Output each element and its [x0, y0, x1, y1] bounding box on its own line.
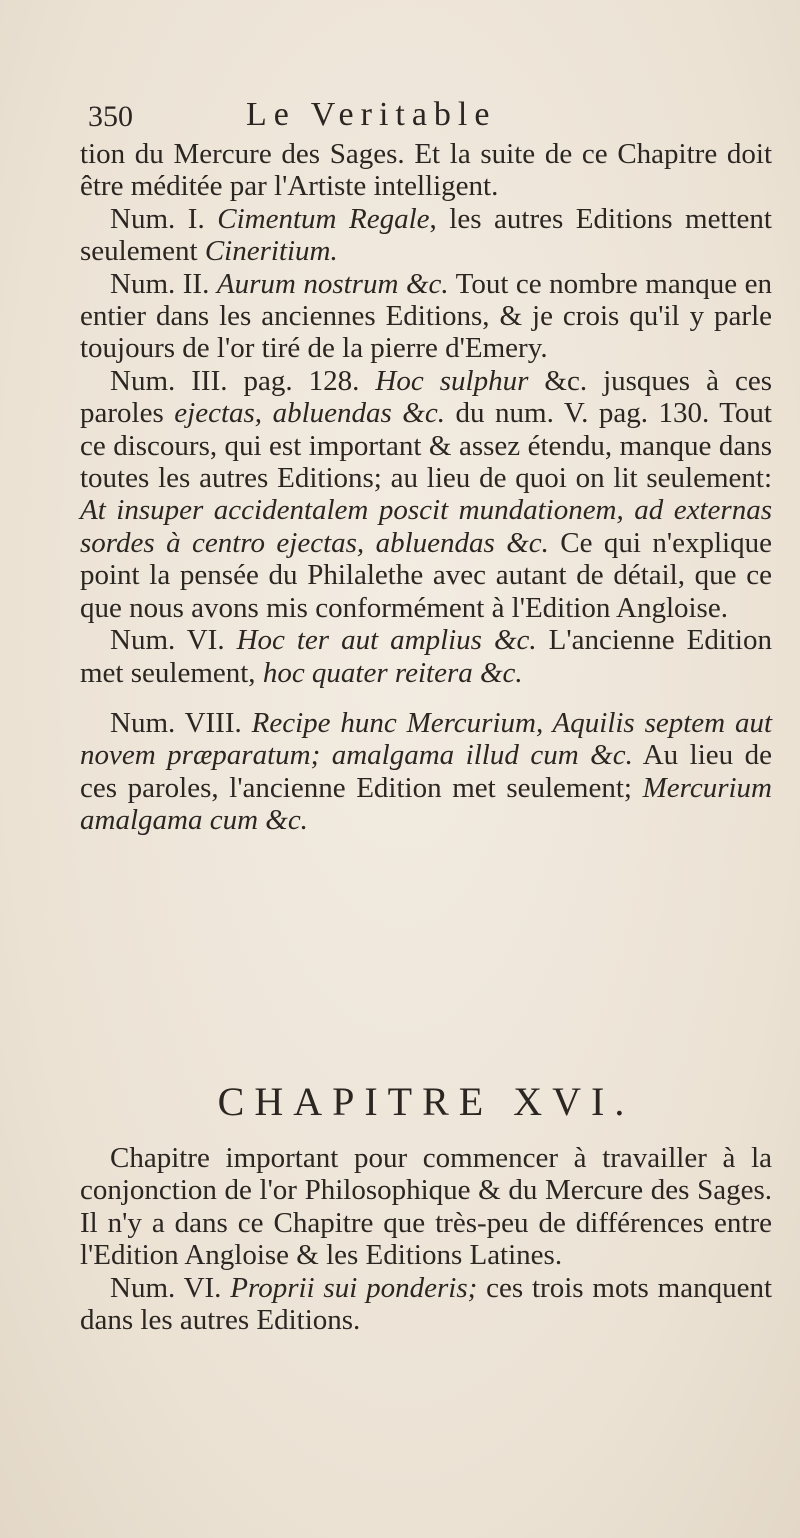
- text-run: Au lieu de ces paroles, l'ancienne Edition met seulement;: [80, 739, 772, 804]
- paragraph: [80, 1142, 772, 1272]
- italic-run: hoc quater reitera &c.: [262, 656, 523, 689]
- italic-run: Hoc ter aut amplius &c.: [236, 624, 537, 657]
- text-run: Chapitre important pour commencer à travailler à la conjonction de l'or Philosophique & du Mercure des Sages. Il n'y a dans ce Chapitre que très-peu de différences entre l'Edition Angloise & les Editions Latines.: [80, 1142, 772, 1272]
- running-head: [78, 96, 768, 144]
- text-run: tion du Mercure des Sages. Et la suite de ce Chapitre doit être méditée par l'Artiste intelligent.: [80, 138, 772, 203]
- page-number: 350: [88, 100, 133, 133]
- paragraph: [80, 707, 772, 837]
- text-run: Tout ce nombre manque en entier dans les anciennes Editions, & je crois qu'il y parle toujours de l'or tiré de la pierre d'Emery.: [80, 267, 772, 365]
- chapter-text: [80, 1142, 772, 1336]
- italic-run: At insuper accidentalem poscit mundationem, ad externas sordes à centro ejectas, abluendas &c.: [80, 494, 772, 559]
- paragraph: [80, 624, 772, 689]
- text-run: , les autres Editions mettent seulement: [80, 202, 772, 268]
- text-run: &c. jusques à ces paroles: [80, 364, 773, 430]
- paragraph: [80, 203, 772, 268]
- text-run: Num. III. pag. 128.: [110, 364, 376, 397]
- text-run: ces trois mots manquent dans les autres Editions.: [80, 1271, 772, 1337]
- main-text: [80, 138, 772, 837]
- text-run: Num. VI.: [110, 1271, 231, 1304]
- text-run: Num. I.: [110, 202, 218, 235]
- italic-run: ejectas, abluendas &c.: [174, 397, 445, 430]
- text-run: L'ancienne Edition met seulement,: [80, 624, 772, 689]
- paragraph: [80, 365, 772, 624]
- text-run: Num. VIII.: [110, 706, 252, 739]
- italic-run: Recipe hunc Mercurium, Aquilis septem aut novem præparatum; amalgama illud cum &c.: [80, 706, 773, 772]
- paragraph: [80, 268, 772, 365]
- text-run: Num. VI.: [110, 624, 237, 657]
- text-run: Ce qui n'explique point la pensée du Philalethe avec autant de détail, que ce que nous avons mis conformément à l'Edition Angloise.: [80, 526, 772, 624]
- italic-run: Cineritium.: [204, 235, 338, 268]
- running-title: Le Veritable: [246, 96, 497, 133]
- italic-run: Cimentum Regale: [217, 202, 430, 235]
- italic-run: Hoc sulphur: [375, 364, 529, 397]
- italic-run: Proprii sui ponderis;: [230, 1271, 478, 1304]
- paragraph: [80, 1272, 772, 1337]
- italic-run: Aurum nostrum &c.: [216, 267, 449, 300]
- chapter-heading: CHAPITRE XVI.: [217, 1079, 635, 1124]
- paragraph: [80, 138, 772, 203]
- text-run: du num. V. pag. 130. Tout ce discours, qui est important & assez étendu, manque dans toutes les autres Editions; au lieu de quoi on lit seulement:: [80, 397, 772, 495]
- italic-run: Mercurium amalgama cum &c.: [80, 771, 772, 837]
- text-run: Num. II.: [110, 267, 217, 300]
